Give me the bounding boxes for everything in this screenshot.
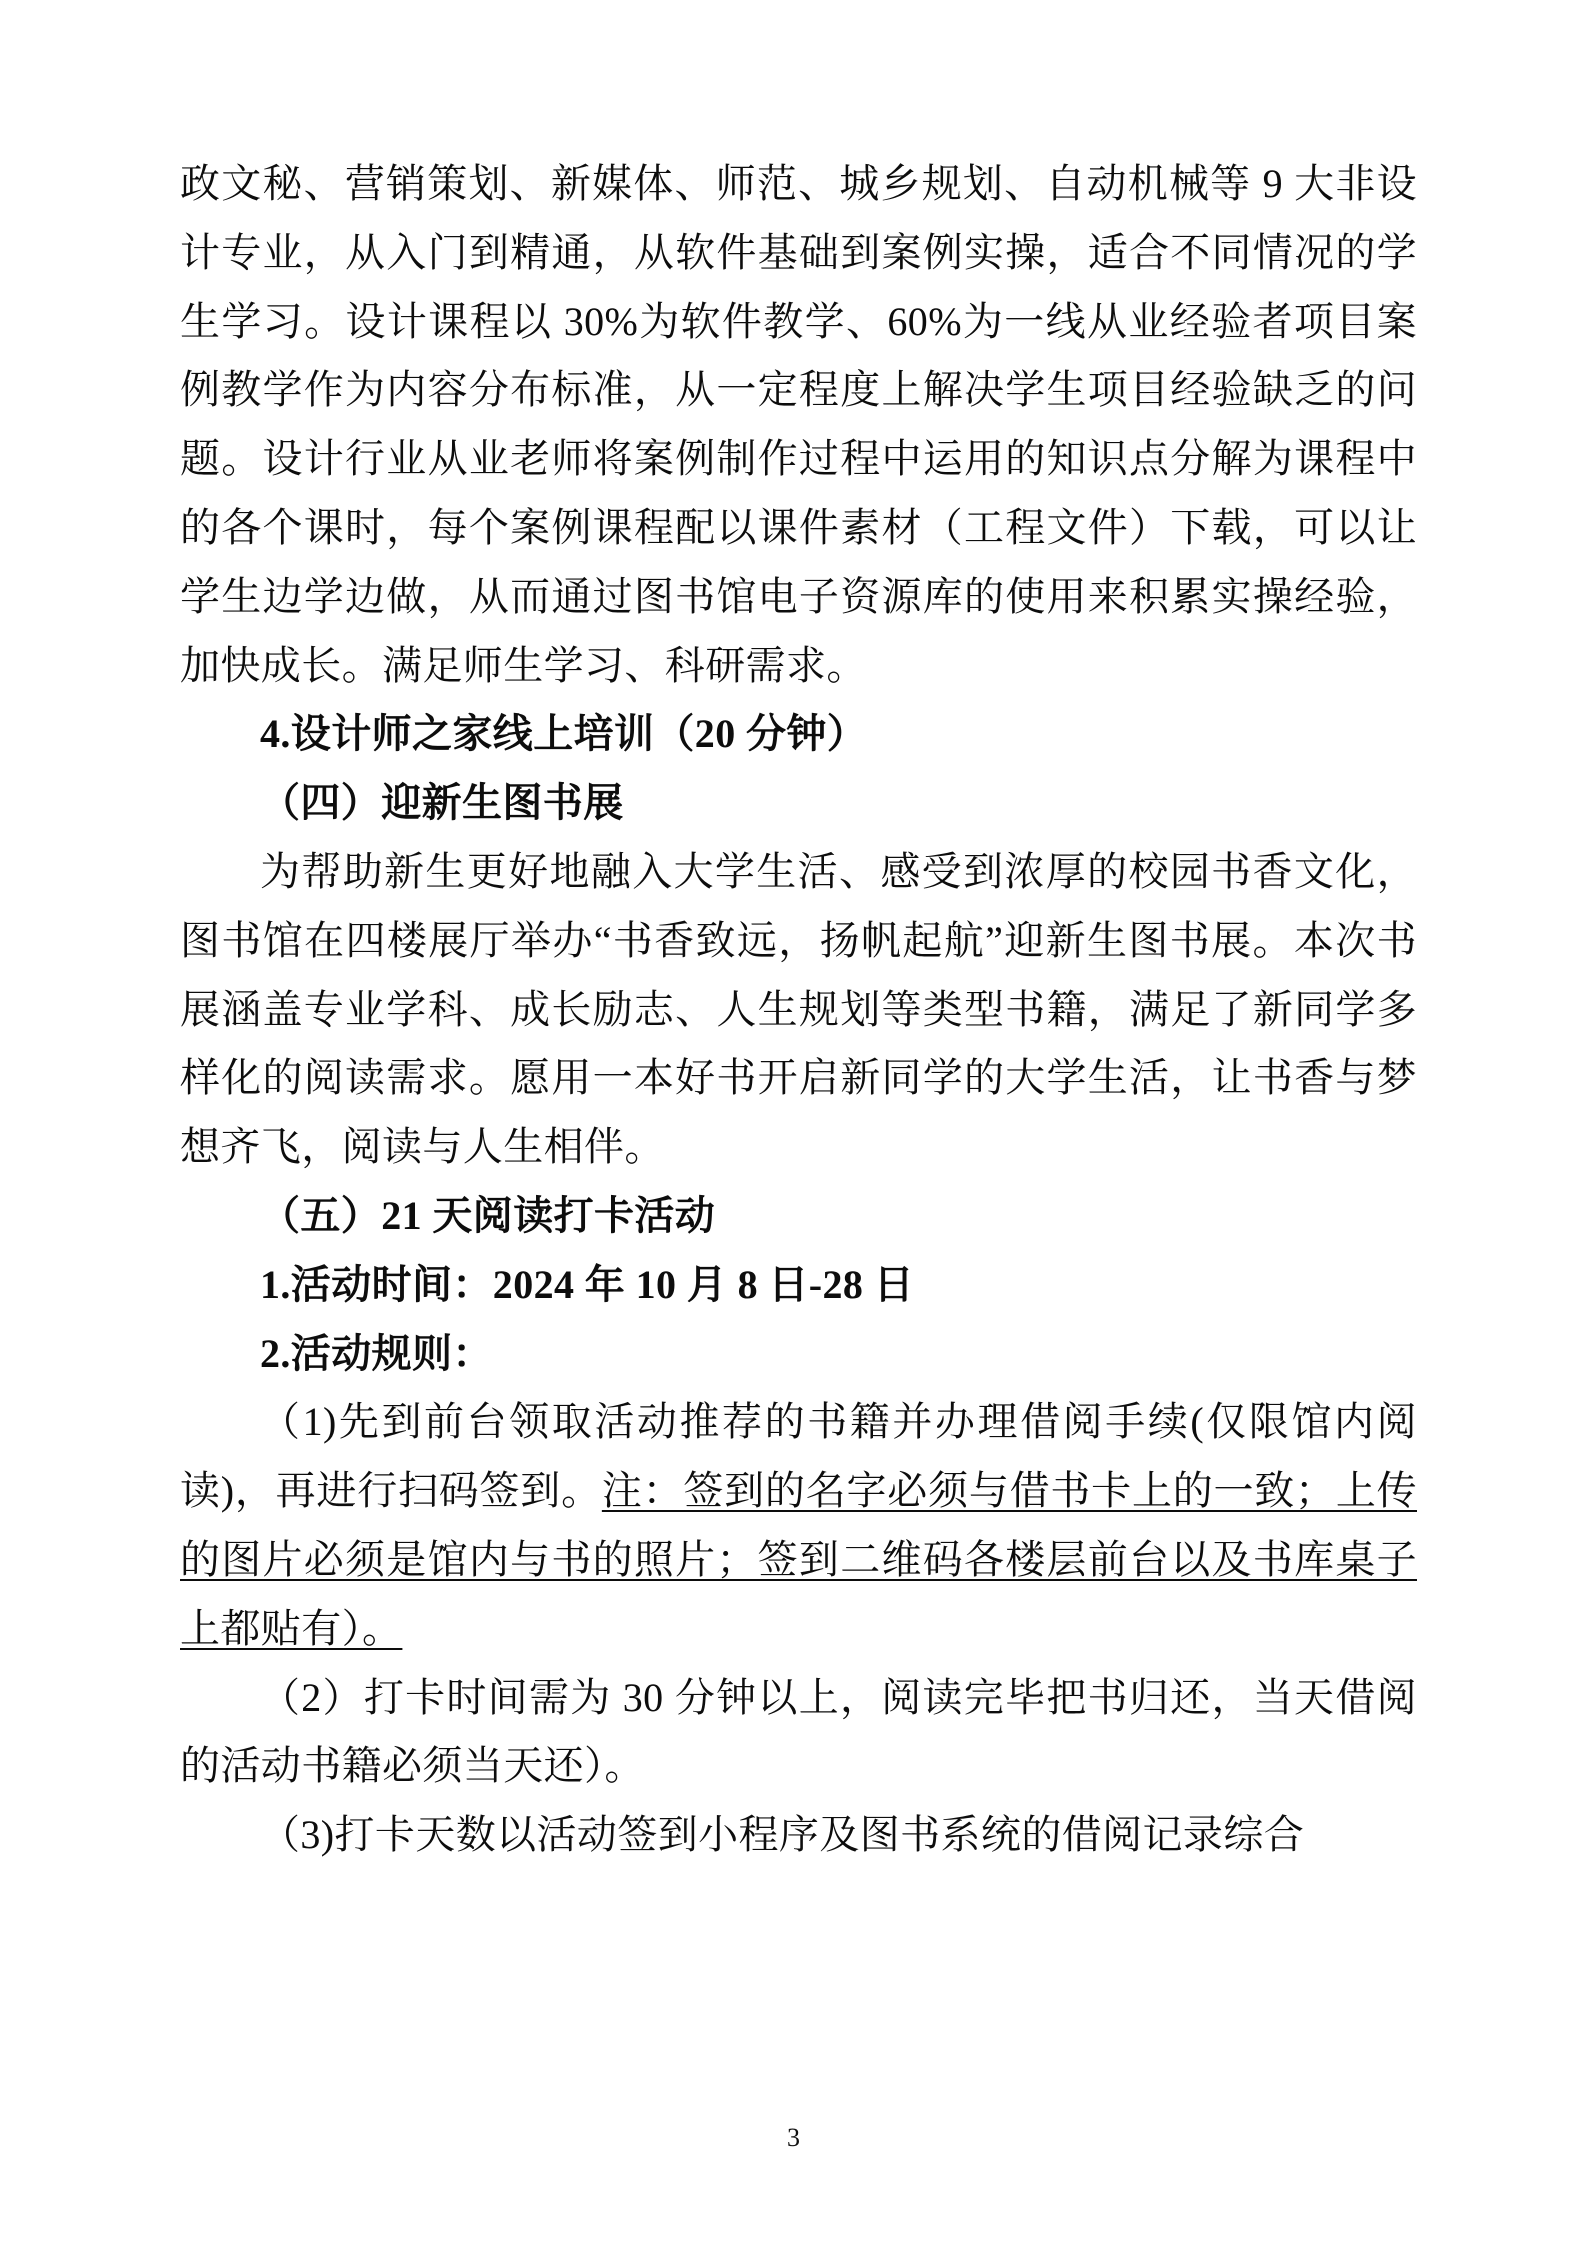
page-number: 3 bbox=[787, 2123, 800, 2152]
heading-activity-rules: 2.活动规则： bbox=[260, 1330, 493, 1376]
paragraph-rule-1 bbox=[180, 1388, 1417, 1663]
document-body bbox=[180, 150, 1417, 1870]
rule-1-underlined-note: 注：签到的名字必须与借书卡上的一致；上传的图片必须是馆内与书的照片；签到二维码各楼层前台以及书库桌子上都贴有）。 bbox=[180, 1468, 1417, 1651]
heading-freshman-book-fair: （四）迎新生图书展 bbox=[260, 780, 624, 826]
heading-designer-home-training: 4.设计师之家线上培训（20 分钟） bbox=[260, 711, 868, 757]
paragraph-course-description: 政文秘、营销策划、新媒体、师范、城乡规划、自动机械等 9 大非设计专业，从入门到精通，从软件基础到案例实操，适合不同情况的学生学习。设计课程以 30%为软件教学、60%为一线从业经验者项目案例教学作为内容分布标准，从一定程度上解决学生项目经验缺乏的问题。设计行业从业老师将案例制作过程中运用的知识点分解为课程中的各个课时，每个案例课程配以课件素材（工程文件）下载，可以让学生边学边做，从而通过图书馆电子资源库的使用来积累实操经验，加快成长。满足师生学习、科研需求。 bbox=[180, 161, 1417, 688]
paragraph-book-fair-description: 为帮助新生更好地融入大学生活、感受到浓厚的校园书香文化，图书馆在四楼展厅举办“书香致远，扬帆起航”迎新生图书展。本次书展涵盖专业学科、成长励志、人生规划等类型书籍，满足了新同学多样化的阅读需求。愿用一本好书开启新同学的大学生活，让书香与梦想齐飞，阅读与人生相伴。 bbox=[180, 848, 1417, 1170]
heading-21-day-reading-activity: （五）21 天阅读打卡活动 bbox=[260, 1192, 716, 1238]
paragraph-rule-2: （2）打卡时间需为 30 分钟以上，阅读完毕把书归还，当天借阅的活动书籍必须当天还）。 bbox=[180, 1674, 1417, 1789]
rule-1-plain-text: （1)先到前台领取活动推荐的书籍并办理借阅手续(仅限馆内阅读)，再进行扫码签到。 bbox=[180, 1399, 1417, 1514]
paragraph-rule-3: （3)打卡天数以活动签到小程序及图书系统的借阅记录综合 bbox=[260, 1812, 1305, 1858]
heading-activity-time: 1.活动时间：2024 年 10 月 8 日-28 日 bbox=[260, 1261, 915, 1307]
